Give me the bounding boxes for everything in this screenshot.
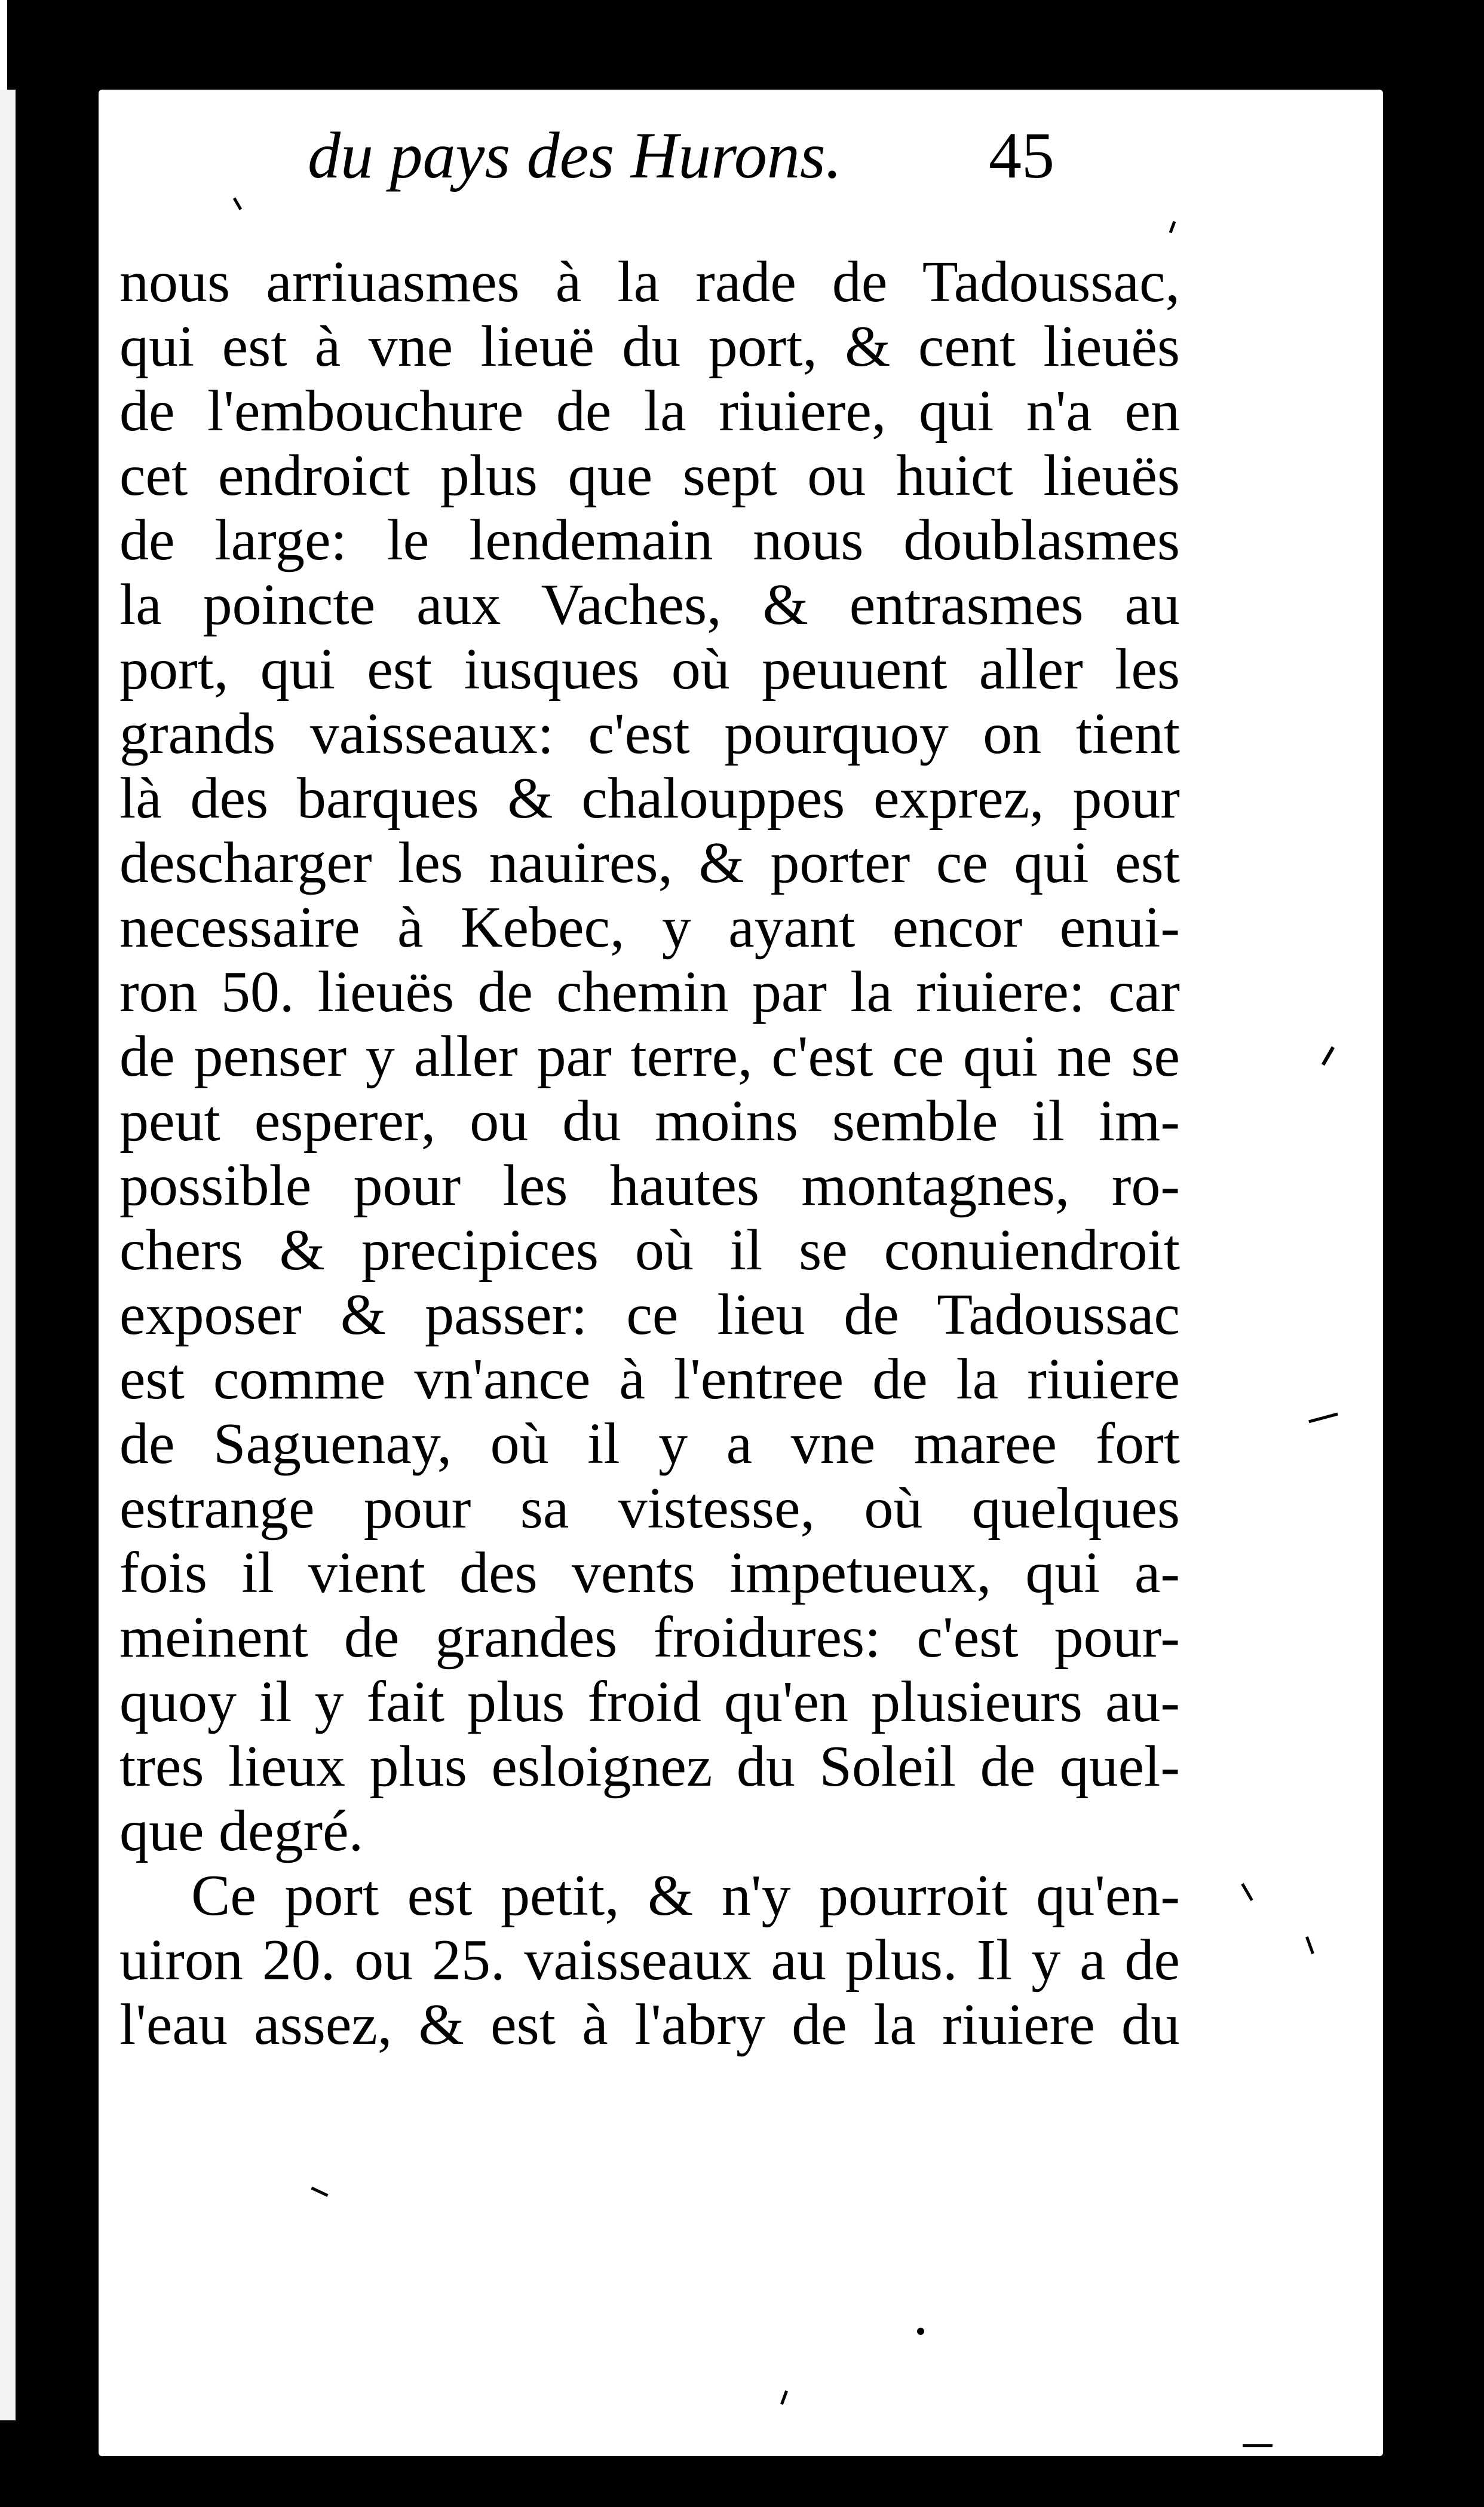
text-line: de l'embouchure de la riuiere, qui n'a en: [119, 379, 1180, 443]
text-line: de penser y aller par terre, c'est ce qui ne se: [119, 1024, 1180, 1089]
text-line: necessaire à Kebec, y ayant encor enui-: [119, 895, 1180, 960]
text-line: meinent de grandes froidures: c'est pour-: [119, 1605, 1180, 1670]
running-title: du pays des Hurons.: [308, 119, 842, 192]
text-line: l'eau assez, & est à l'abry de la riuiere du: [119, 1992, 1180, 2057]
text-line: fois il vient des vents impetueux, qui a-: [119, 1541, 1180, 1605]
text-line: qui est à vne lieuë du port, & cent lieuës: [119, 314, 1180, 379]
text-line: descharger les nauires, & porter ce qui est: [119, 831, 1180, 895]
text-line: de large: le lendemain nous doublasmes: [119, 508, 1180, 573]
page-number: 45: [989, 119, 1054, 192]
text-line: chers & precipices où il se conuiendroit: [119, 1218, 1180, 1282]
text-line: la poincte aux Vaches, & entrasmes au: [119, 573, 1180, 637]
text-line: estrange pour sa vistesse, où quelques: [119, 1476, 1180, 1541]
text-line: là des barques & chalouppes exprez, pour: [119, 766, 1180, 831]
text-line: peut esperer, ou du moins semble il im-: [119, 1089, 1180, 1153]
text-line: grands vaisseaux: c'est pourquoy on tient: [119, 702, 1180, 766]
text-line: exposer & passer: ce lieu de Tadoussac: [119, 1282, 1180, 1347]
text-line: cet endroict plus que sept ou huict lieuës: [119, 443, 1180, 508]
body-text: [119, 250, 1180, 2057]
text-line: port, qui est iusques où peuuent aller les: [119, 637, 1180, 702]
text-line: que degré.: [119, 1799, 364, 1863]
text-line: quoy il y fait plus froid qu'en plusieurs au-: [119, 1670, 1180, 1734]
scan-speck: [1243, 2444, 1273, 2447]
text-line: de Saguenay, où il y a vne maree fort: [119, 1412, 1180, 1476]
running-head: [212, 108, 1228, 203]
adjacent-page-edge: [0, 90, 16, 2420]
edge-fragment: [0, 0, 7, 90]
text-line: nous arriuasmes à la rade de Tadoussac,: [119, 250, 1180, 314]
text-line: possible pour les hautes montagnes, ro-: [119, 1153, 1180, 1218]
text-line: est comme vn'ance à l'entree de la riuiere: [119, 1347, 1180, 1412]
scan-speck: [917, 2328, 924, 2335]
text-line: Ce port est petit, & n'y pourroit qu'en-: [191, 1863, 1180, 1928]
text-line: ron 50. lieuës de chemin par la riuiere: car: [119, 960, 1180, 1024]
text-line: uiron 20. ou 25. vaisseaux au plus. Il y a de: [119, 1928, 1180, 1992]
text-line: tres lieux plus esloignez du Soleil de quel-: [119, 1734, 1180, 1799]
